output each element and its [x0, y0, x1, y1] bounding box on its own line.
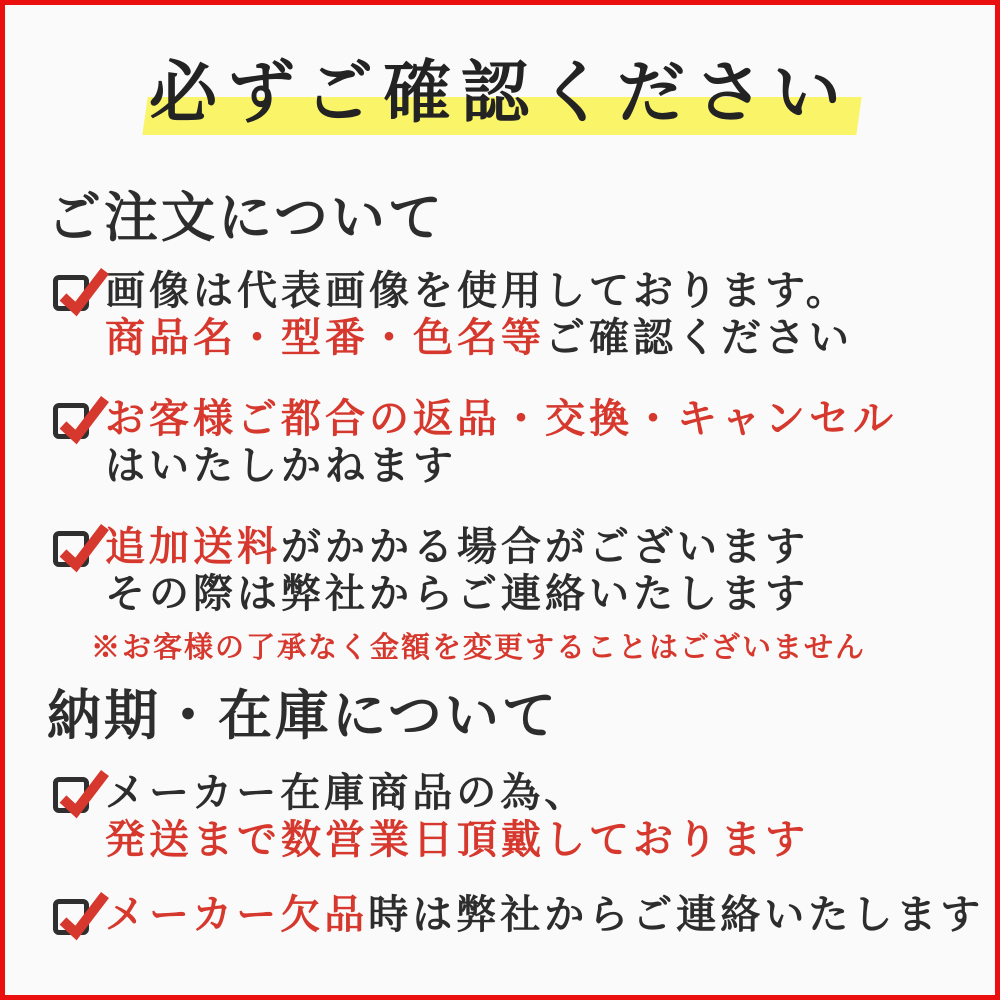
item-text-segment-red: メーカー欠品 [105, 892, 369, 937]
checkbox-icon [53, 777, 89, 813]
checkbox-icon [53, 403, 89, 439]
item-text-segment-red: お客様ご都合の返品・交換・キャンセル [105, 396, 897, 441]
item-text [105, 267, 853, 361]
item-text-segment: 画像は代表画像を使用しております。 [105, 268, 850, 313]
item-line [105, 816, 809, 863]
item-footnote: ※お客様の了承なく金額を変更することはございません [91, 632, 867, 664]
item-line [105, 395, 897, 442]
list-item-maker-out-of-stock [53, 891, 984, 938]
checkmark-icon [54, 888, 112, 946]
item-text-segment: ご確認ください [545, 315, 853, 360]
page-title [5, 5, 995, 165]
list-item-representative-image [53, 267, 853, 361]
title-text: 必ずご確認ください [148, 55, 851, 131]
list-item-extra-shipping [53, 523, 866, 665]
list-item-returns [53, 395, 897, 489]
checkmark-icon [54, 520, 112, 578]
checkbox-icon [53, 275, 89, 311]
item-text-segment-red: 発送まで数営業日頂戴しております [105, 817, 809, 862]
list-item-maker-stock [53, 769, 809, 863]
item-line [105, 267, 853, 314]
checkmark-icon [54, 766, 112, 824]
checkbox-icon [53, 531, 89, 567]
section-heading-stock: 納期・在庫について [47, 686, 559, 746]
item-text [91, 523, 867, 665]
item-line [105, 523, 866, 570]
item-text-segment: 時は弊社からご連絡いたします [368, 892, 985, 937]
item-text-segment-red: 追加送料 [105, 524, 281, 569]
item-text [105, 891, 984, 938]
item-text-segment: がかかる場合がございます [281, 524, 809, 569]
checkbox-icon [53, 899, 89, 935]
item-line [105, 769, 809, 816]
item-text-segment: はいたしかねます [105, 443, 457, 488]
item-text [105, 395, 897, 489]
item-text [105, 769, 809, 863]
checkmark-icon [54, 264, 112, 322]
item-text-segment-red: 商品名・型番・色名等 [105, 315, 545, 360]
item-line [105, 570, 866, 617]
item-line [105, 891, 984, 938]
item-line [105, 314, 853, 361]
checkmark-icon [54, 392, 112, 450]
section-heading-order: ご注文について [47, 188, 445, 248]
item-text-segment: その際は弊社からご連絡いたします [105, 571, 809, 616]
item-text-segment: メーカー在庫商品の為、 [105, 770, 589, 815]
item-line [105, 442, 897, 489]
